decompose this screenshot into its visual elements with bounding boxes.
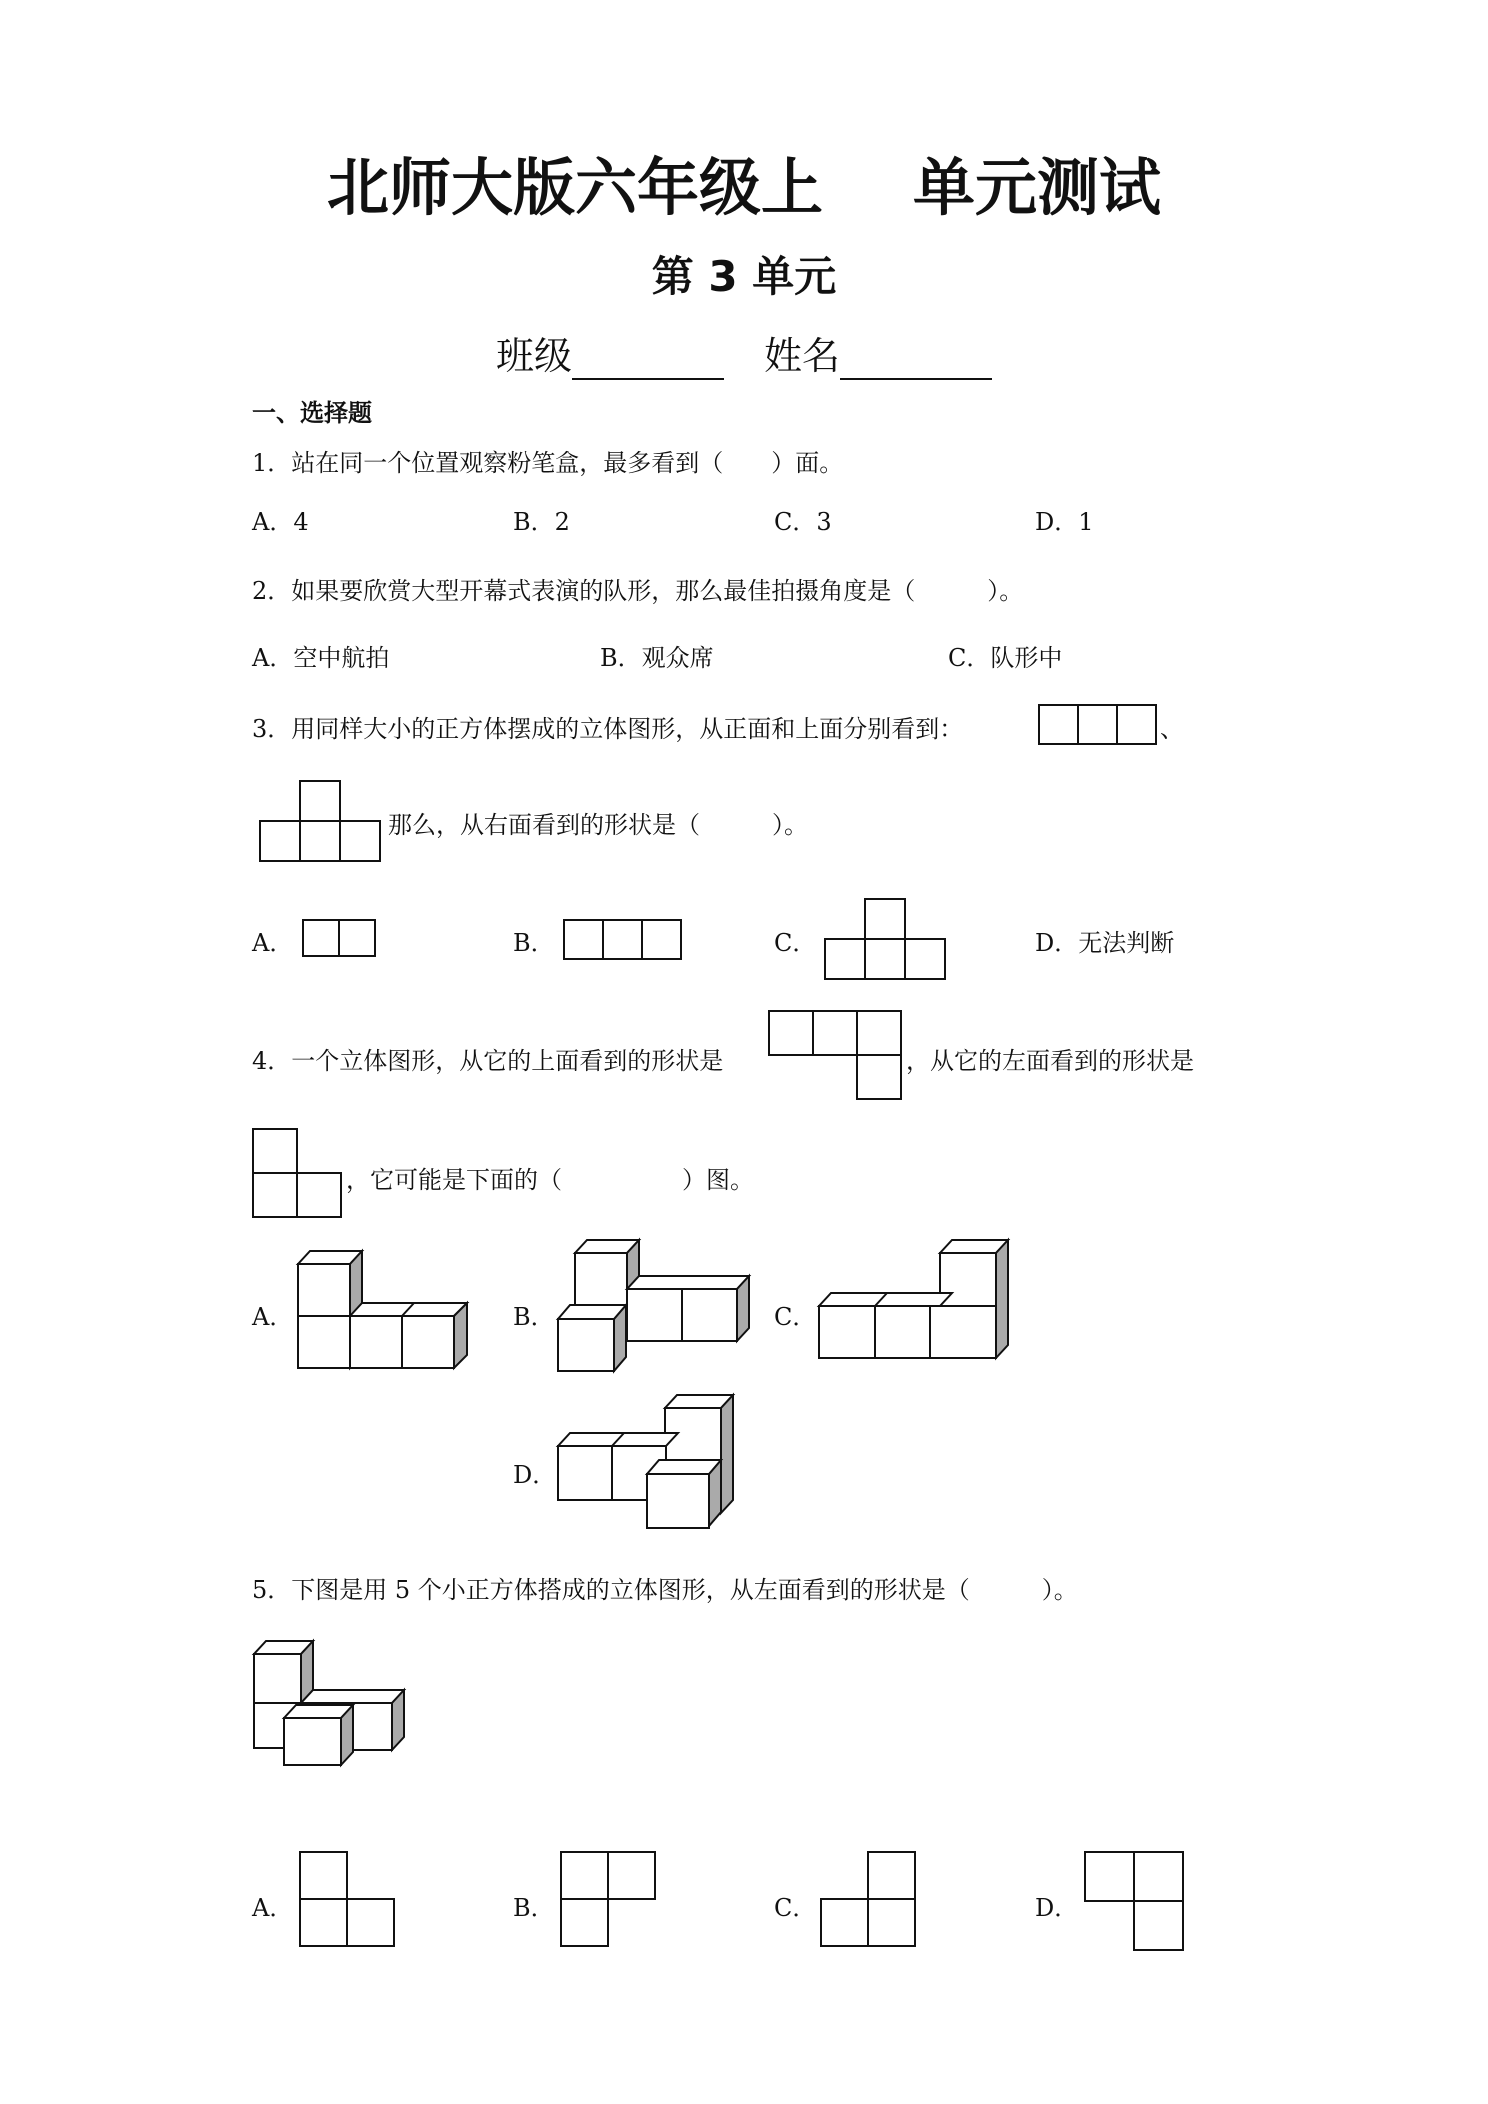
- cube-front: [350, 1316, 402, 1368]
- square: [561, 1852, 608, 1899]
- square: [905, 939, 945, 979]
- cube-front: [298, 1316, 350, 1368]
- square: [300, 1899, 347, 1946]
- q3-option-c-figure[interactable]: [824, 898, 948, 982]
- q5-option-b-label[interactable]: B．: [513, 1894, 555, 1922]
- cube-front: [647, 1474, 709, 1528]
- question-2-text: 2．如果要欣赏大型开幕式表演的队形，那么最佳拍摄角度是（ ）。: [252, 577, 1024, 605]
- q3-option-b-label[interactable]: B．: [513, 929, 555, 957]
- square: [868, 1852, 915, 1899]
- square: [300, 781, 340, 821]
- square: [347, 1899, 394, 1946]
- square: [1134, 1852, 1183, 1901]
- q3-option-a-figure[interactable]: [302, 919, 376, 957]
- q3-separator: 、: [1160, 715, 1184, 743]
- q3-front-view-figure: [1038, 704, 1158, 746]
- cube-top: [627, 1276, 749, 1289]
- square: [297, 1173, 341, 1217]
- question-3-text: 3．用同样大小的正方体摆成的立体图形，从正面和上面分别看到：: [252, 715, 964, 743]
- q4-option-a-label[interactable]: A．: [252, 1303, 294, 1331]
- cube-front: [284, 1718, 341, 1765]
- name-blank[interactable]: [840, 342, 992, 380]
- cube-side: [454, 1303, 467, 1368]
- cube-front: [558, 1446, 612, 1500]
- q5-option-c-label[interactable]: C．: [774, 1894, 817, 1922]
- cube-front: [575, 1253, 627, 1305]
- square: [564, 920, 603, 959]
- q3-option-b-figure[interactable]: [563, 919, 683, 961]
- square: [339, 920, 375, 956]
- square: [825, 939, 865, 979]
- q5-option-a-figure[interactable]: [299, 1851, 395, 1947]
- student-info-line: [0, 325, 1488, 380]
- q1-option-d[interactable]: D．1: [1035, 508, 1094, 536]
- square: [300, 1852, 347, 1899]
- title-part1: 北师大版六年级上: [326, 151, 823, 224]
- square: [1117, 705, 1156, 744]
- q2-option-a[interactable]: A．空中航拍: [252, 644, 390, 672]
- question-3-text-2: 那么，从右面看到的形状是（ ）。: [388, 811, 808, 839]
- q2-option-b[interactable]: B．观众席: [600, 644, 714, 672]
- q1-option-a[interactable]: A．4: [252, 508, 309, 536]
- title-part2: 单元测试: [913, 151, 1162, 224]
- cube-side: [996, 1240, 1008, 1358]
- square: [340, 821, 380, 861]
- q4-option-d-cubes[interactable]: [557, 1390, 737, 1540]
- square: [1134, 1901, 1183, 1950]
- q4-top-view-figure: [768, 1010, 902, 1102]
- question-4-text: 4．一个立体图形，从它的上面看到的形状是: [252, 1047, 724, 1075]
- q4-option-a-cubes[interactable]: [297, 1245, 495, 1375]
- cube-front: [558, 1319, 614, 1371]
- square: [642, 920, 681, 959]
- page-title: [0, 138, 1488, 227]
- q3-top-view-figure: [259, 780, 383, 864]
- square: [769, 1011, 813, 1055]
- class-blank[interactable]: [572, 342, 724, 380]
- cube-top: [647, 1460, 721, 1474]
- question-4-text-2: ，它可能是下面的（ ）图。: [346, 1166, 754, 1194]
- q5-option-d-label[interactable]: D．: [1035, 1894, 1079, 1922]
- q3-option-a-label[interactable]: A．: [252, 929, 294, 957]
- cube-front: [402, 1316, 454, 1368]
- question-1-text: 1．站在同一个位置观察粉笔盒，最多看到（ ）面。: [252, 449, 844, 477]
- square: [303, 920, 339, 956]
- square: [1085, 1852, 1134, 1901]
- square: [865, 899, 905, 939]
- square: [561, 1899, 608, 1946]
- name-label: 姓名: [764, 334, 841, 378]
- q2-option-c[interactable]: C．队形中: [948, 644, 1063, 672]
- cube-top: [301, 1690, 404, 1703]
- square: [857, 1055, 901, 1099]
- square: [260, 821, 300, 861]
- cube-side: [721, 1395, 733, 1513]
- section-title: 一、选择题: [252, 399, 372, 427]
- square: [868, 1899, 915, 1946]
- cube-front: [875, 1306, 930, 1358]
- square: [857, 1011, 901, 1055]
- cube-front: [298, 1264, 350, 1316]
- square: [865, 939, 905, 979]
- q4-option-b-label[interactable]: B．: [513, 1303, 555, 1331]
- q4-option-c-label[interactable]: C．: [774, 1303, 817, 1331]
- q4-option-c-cubes[interactable]: [818, 1235, 1018, 1380]
- q5-option-d-figure[interactable]: [1084, 1851, 1184, 1951]
- square: [813, 1011, 857, 1055]
- class-label: 班级: [495, 334, 572, 378]
- cube-side: [737, 1276, 749, 1341]
- q5-option-a-label[interactable]: A．: [252, 1894, 294, 1922]
- square: [821, 1899, 868, 1946]
- unit-subtitle: 第 3 单元: [651, 252, 837, 301]
- q4-option-b-cubes[interactable]: [557, 1235, 757, 1380]
- q5-option-b-figure[interactable]: [560, 1851, 656, 1947]
- q3-option-c-label[interactable]: C．: [774, 929, 817, 957]
- square: [603, 920, 642, 959]
- square: [253, 1129, 297, 1173]
- q4-option-d-label[interactable]: D．: [513, 1461, 557, 1489]
- square: [1039, 705, 1078, 744]
- square: [1078, 705, 1117, 744]
- question-5-text: 5．下图是用 5 个小正方体搭成的立体图形，从左面看到的形状是（ ）。: [252, 1576, 1078, 1604]
- square: [300, 821, 340, 861]
- cube-front: [254, 1654, 301, 1703]
- question-4-text-mid: ，从它的左面看到的形状是: [906, 1047, 1194, 1075]
- cube-front: [682, 1289, 737, 1341]
- q1-option-c[interactable]: C．3: [774, 508, 832, 536]
- square: [608, 1852, 655, 1899]
- q3-option-d[interactable]: D．无法判断: [1035, 929, 1175, 957]
- cube-front: [627, 1289, 682, 1341]
- cube-front: [930, 1306, 996, 1358]
- cube-front: [819, 1306, 875, 1358]
- square: [253, 1173, 297, 1217]
- cube-top: [558, 1305, 626, 1319]
- q5-cube-figure: [253, 1636, 413, 1766]
- q5-option-c-figure[interactable]: [820, 1851, 916, 1947]
- q1-option-b[interactable]: B．2: [513, 508, 570, 536]
- q4-left-view-figure: [252, 1128, 344, 1220]
